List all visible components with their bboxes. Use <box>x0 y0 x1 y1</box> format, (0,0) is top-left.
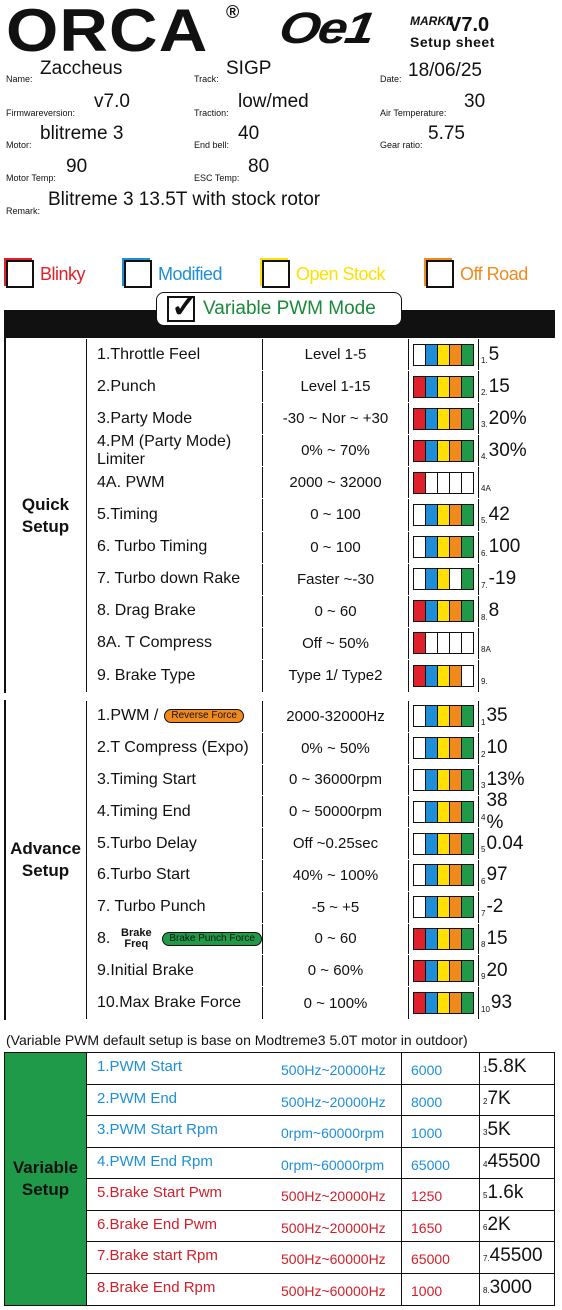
color-box[interactable] <box>461 833 474 855</box>
color-box[interactable] <box>461 665 474 687</box>
divider <box>401 1116 402 1147</box>
setting-value-text: 8 <box>488 600 500 622</box>
divider <box>479 1179 480 1210</box>
setting-label: 4A. PWM <box>97 473 165 491</box>
setting-label: 9.Initial Brake <box>97 961 194 979</box>
traction-label: Traction: <box>194 108 229 118</box>
setting-name <box>87 892 263 923</box>
check-icon: ✓ <box>171 288 198 324</box>
date-label: Date: <box>380 74 402 84</box>
setting-index: 5 <box>481 845 486 855</box>
variable-name: 3.PWM Start Rpm <box>97 1121 218 1138</box>
air-value[interactable]: 30 <box>464 91 486 112</box>
variable-value-text: 1.6k <box>487 1182 524 1203</box>
variable-range: 500Hz~60000Hz <box>281 1282 386 1299</box>
color-box[interactable] <box>461 705 474 727</box>
setting-label: 4.Timing End <box>97 802 191 820</box>
advance-setup-section <box>4 700 525 1020</box>
variable-row <box>87 1116 554 1148</box>
variable-index: 2 <box>483 1096 488 1106</box>
color-boxes <box>409 733 479 764</box>
variable-value-text: 5K <box>487 1119 511 1140</box>
setting-range: 0 ~ 60 <box>263 596 409 627</box>
divider <box>401 1179 402 1210</box>
setting-index: 1 <box>481 717 486 727</box>
setting-index: 2. <box>481 388 488 398</box>
variable-value-text: 7K <box>487 1087 511 1109</box>
setting-range: 0 ~ 50000rpm <box>263 796 409 827</box>
setting-value[interactable] <box>479 860 508 891</box>
setting-index: 9. <box>481 677 488 687</box>
setting-label: 1.Throttle Feel <box>97 345 201 363</box>
sheet-title: Setup sheet <box>410 34 495 50</box>
setting-name <box>87 765 263 796</box>
setting-index: 9 <box>481 972 486 982</box>
quick-setup-section <box>4 338 527 693</box>
divider <box>401 1242 402 1273</box>
setting-label: 6.Turbo Start <box>97 866 190 884</box>
setting-range: 0 ~ 100 <box>263 532 409 563</box>
setting-range: Off ~0.25sec <box>263 828 409 859</box>
setting-value[interactable] <box>479 532 521 563</box>
setting-range: 0 ~ 100 <box>263 499 409 530</box>
setting-name <box>87 860 263 891</box>
variable-pwm-note: (Variable PWM default setup is base on Modtreme3 5.0T motor in outdoor) <box>6 1032 468 1048</box>
variable-range: 500Hz~20000Hz <box>281 1062 386 1078</box>
track-label: Track: <box>194 74 219 84</box>
model-sub: MARKII <box>410 14 453 28</box>
setting-index: 7 <box>481 908 486 918</box>
setting-index: 4 <box>481 813 486 823</box>
variable-value-text: 3000 <box>489 1276 532 1298</box>
setting-label: 7. Turbo down Rake <box>97 570 241 588</box>
setting-pill: Brake Punch Force <box>162 932 262 946</box>
setting-value-text: -19 <box>488 568 517 590</box>
setting-index: 6. <box>481 548 488 558</box>
variable-range: 500Hz~20000Hz <box>281 1093 386 1110</box>
variable-row <box>87 1211 554 1243</box>
variable-name: 5.Brake Start Pwm <box>97 1184 223 1201</box>
color-box[interactable] <box>461 600 474 622</box>
color-boxes <box>409 796 479 827</box>
color-box[interactable] <box>461 896 474 918</box>
variable-pwm-checkbox[interactable] <box>167 288 198 324</box>
setting-value-text: 93 <box>490 992 513 1014</box>
color-box[interactable] <box>461 769 474 791</box>
setting-index: 2 <box>481 749 486 759</box>
setting-label: 2.Punch <box>97 377 156 395</box>
color-box[interactable] <box>461 737 474 759</box>
divider <box>401 1085 402 1116</box>
blinky-label: Blinky <box>40 263 86 284</box>
variable-value-text: 5.8K <box>487 1056 527 1077</box>
variable-index: 8. <box>483 1285 490 1295</box>
divider <box>401 1148 402 1179</box>
setting-name <box>87 403 263 434</box>
variable-range: 0rpm~60000rpm <box>281 1125 385 1141</box>
variable-range: 500Hz~20000Hz <box>281 1219 386 1236</box>
traction-value[interactable]: low/med <box>238 91 309 112</box>
setting-name <box>87 660 263 692</box>
motortemp-value[interactable]: 90 <box>66 156 88 177</box>
variable-name: 2.PWM End <box>97 1089 178 1107</box>
setting-label: 5.Turbo Delay <box>97 834 197 852</box>
color-boxes <box>409 701 479 732</box>
advance-setup-title: Advance Setup <box>5 701 87 1019</box>
setting-value[interactable] <box>479 955 508 986</box>
color-box[interactable] <box>461 472 474 494</box>
setting-value[interactable] <box>479 765 525 796</box>
blinky-checkbox[interactable] <box>6 260 34 288</box>
setting-name <box>87 733 263 764</box>
setting-value-text: 15 <box>486 927 508 949</box>
variable-value[interactable] <box>483 1119 511 1141</box>
setting-name <box>87 532 263 563</box>
setting-name <box>87 596 263 627</box>
setting-value-text: 10 <box>486 737 508 759</box>
category-off-road[interactable] <box>426 258 528 290</box>
divider <box>479 1085 480 1116</box>
variable-value[interactable] <box>483 1088 511 1110</box>
open-stock-checkbox[interactable] <box>262 260 290 288</box>
setting-range: 2000 ~ 32000 <box>263 467 409 498</box>
setting-index: 4A <box>481 484 491 494</box>
variable-name: 8.Brake End Rpm <box>97 1278 216 1296</box>
endbell-value[interactable]: 40 <box>238 123 260 144</box>
setting-label: 2.T Compress (Expo) <box>97 739 249 757</box>
color-boxes <box>409 955 479 986</box>
version: V7.0 <box>448 14 490 36</box>
color-boxes <box>409 371 479 402</box>
color-box[interactable] <box>461 536 474 558</box>
motor-label: Motor: <box>6 140 32 150</box>
off-road-checkbox[interactable] <box>426 260 454 288</box>
variable-row <box>87 1053 554 1085</box>
color-box[interactable] <box>461 504 474 526</box>
color-boxes <box>409 765 479 796</box>
color-boxes <box>409 596 479 627</box>
variable-value[interactable] <box>483 1182 523 1204</box>
fw-value[interactable]: v7.0 <box>94 91 130 112</box>
color-boxes <box>409 435 479 466</box>
setting-index: 10 <box>481 1004 490 1014</box>
setting-name <box>87 796 263 827</box>
setting-range: 0 ~ 100% <box>263 987 409 1019</box>
date-value[interactable]: 18/06/25 <box>408 60 482 81</box>
variable-default: 8000 <box>411 1093 443 1110</box>
setting-sublabel: Brake Freq <box>121 926 152 950</box>
setting-value-text: 0.04 <box>486 832 524 854</box>
setting-value-text: 5 <box>488 343 500 365</box>
color-box[interactable] <box>461 408 474 430</box>
variable-value[interactable] <box>483 1151 540 1173</box>
setting-label: 10.Max Brake Force <box>97 994 242 1012</box>
modified-checkbox[interactable] <box>124 260 152 288</box>
setting-label: 8. <box>97 929 111 947</box>
setting-range: -30 ~ Nor ~ +30 <box>263 403 409 434</box>
setting-value[interactable] <box>479 435 527 466</box>
setting-index: 3 <box>481 781 486 791</box>
remark-label: Remark: <box>6 206 41 216</box>
color-box[interactable] <box>461 376 474 398</box>
setting-range: 0% ~ 50% <box>263 733 409 764</box>
variable-default: 1250 <box>411 1188 443 1204</box>
setting-name <box>87 828 263 859</box>
setting-name <box>87 987 263 1019</box>
setting-value-text: 38 % <box>486 789 508 833</box>
setting-range: Type 1/ Type2 <box>263 660 409 692</box>
variable-default: 6000 <box>411 1062 443 1078</box>
color-boxes <box>409 403 479 434</box>
color-boxes <box>409 339 479 370</box>
variable-index: 3 <box>483 1128 488 1137</box>
category-blinky[interactable] <box>6 258 85 290</box>
setting-range: 0 ~ 36000rpm <box>263 765 409 796</box>
setting-value[interactable] <box>479 892 504 923</box>
variable-default: 65000 <box>411 1156 450 1173</box>
setting-value[interactable] <box>479 596 500 627</box>
setting-value-text: 13% <box>486 768 525 790</box>
setting-value-text: 20% <box>488 407 527 429</box>
setting-name <box>87 924 263 955</box>
divider <box>479 1211 480 1242</box>
setting-value[interactable] <box>479 987 513 1019</box>
category-modified[interactable] <box>124 258 222 290</box>
setting-range: 2000-32000Hz <box>263 701 409 732</box>
setting-index: 6 <box>481 876 486 886</box>
setting-index: 1. <box>481 356 488 366</box>
fw-label: Firmwareversion: <box>6 108 76 118</box>
setting-value-text: 42 <box>488 503 510 525</box>
esctemp-label: ESC Temp: <box>194 173 240 183</box>
color-boxes <box>409 532 479 563</box>
variable-value[interactable] <box>483 1214 511 1236</box>
setting-index: 8 <box>481 940 486 950</box>
gear-label: Gear ratio: <box>380 140 423 150</box>
setting-value-text: 100 <box>488 536 521 558</box>
color-box[interactable] <box>461 960 474 982</box>
variable-name: 7.Brake start Rpm <box>97 1247 218 1264</box>
model-logo: Oe1 <box>275 4 377 53</box>
color-boxes <box>409 828 479 859</box>
setting-value[interactable] <box>479 499 510 530</box>
variable-value-text: 2K <box>487 1213 511 1235</box>
setting-pill: Reverse Force <box>164 709 244 723</box>
color-boxes <box>409 499 479 530</box>
divider <box>479 1116 480 1147</box>
esctemp-value[interactable]: 80 <box>248 156 270 177</box>
color-boxes <box>409 860 479 891</box>
open-stock-label: Open Stock <box>296 263 386 284</box>
setting-name <box>87 432 263 468</box>
setting-label: 7. Turbo Punch <box>97 898 206 916</box>
setting-value-text: 20 <box>486 959 508 981</box>
color-box[interactable] <box>461 568 474 590</box>
motortemp-label: Motor Temp: <box>6 173 56 183</box>
variable-default: 65000 <box>411 1251 450 1267</box>
track-value[interactable]: SIGP <box>226 58 272 79</box>
setting-label: 3.Timing Start <box>97 770 196 788</box>
name-label: Name: <box>6 74 33 84</box>
variable-default: 1000 <box>411 1282 443 1299</box>
variable-name: 6.Brake End Pwm <box>97 1215 218 1233</box>
modified-label: Modified <box>158 263 223 284</box>
setting-label: 6. Turbo Timing <box>97 538 208 556</box>
setting-name <box>87 955 263 986</box>
variable-row <box>87 1274 554 1306</box>
divider <box>479 1053 480 1084</box>
registered-mark: ® <box>226 2 240 22</box>
color-boxes <box>409 467 479 498</box>
variable-default: 1000 <box>411 1125 443 1141</box>
setting-name <box>87 564 263 595</box>
color-box[interactable] <box>461 928 474 950</box>
setting-value-text: 97 <box>486 864 508 886</box>
setting-index: 8. <box>481 612 488 622</box>
variable-setup-title: Variable Setup <box>5 1053 87 1305</box>
gear-value[interactable]: 5.75 <box>428 123 465 144</box>
setting-index: 5. <box>481 516 488 526</box>
category-open-stock[interactable] <box>262 258 385 290</box>
color-boxes <box>409 924 479 955</box>
variable-name: 4.PWM End Rpm <box>97 1152 213 1170</box>
variable-range: 500Hz~60000Hz <box>281 1251 386 1267</box>
setting-range: -5 ~ +5 <box>263 892 409 923</box>
variable-name: 1.PWM Start <box>97 1058 183 1075</box>
color-boxes <box>409 660 479 692</box>
variable-row <box>87 1179 554 1211</box>
color-box[interactable] <box>461 344 474 366</box>
setting-value-text: 30% <box>488 439 527 461</box>
variable-row <box>87 1242 554 1274</box>
variable-default: 1650 <box>411 1219 443 1236</box>
setting-label: 8. Drag Brake <box>97 602 196 620</box>
variable-range: 0rpm~60000rpm <box>281 1156 385 1173</box>
variable-value-text: 45500 <box>487 1150 541 1172</box>
variable-pwm-label: Variable PWM Mode <box>203 298 376 319</box>
variable-row <box>87 1148 554 1180</box>
variable-value-text: 45500 <box>489 1245 543 1266</box>
setting-index: 7. <box>481 580 488 590</box>
orca-logo: ORCA <box>6 0 209 64</box>
setting-value[interactable] <box>479 733 508 764</box>
setting-label: 3.Party Mode <box>97 409 193 427</box>
divider <box>479 1274 480 1306</box>
setting-value-text: 15 <box>488 375 510 397</box>
setting-name <box>87 467 263 498</box>
variable-value[interactable] <box>483 1056 527 1078</box>
setting-name <box>87 628 263 659</box>
variable-pwm-mode[interactable] <box>156 288 402 326</box>
setting-range: Level 1-15 <box>263 371 409 402</box>
setting-range: 0% ~ 70% <box>263 435 409 466</box>
setting-label: 1.PWM / <box>97 707 159 725</box>
color-box[interactable] <box>461 440 474 462</box>
setting-range: 40% ~ 100% <box>263 860 409 891</box>
endbell-label: End bell: <box>194 140 230 150</box>
setting-range: 0 ~ 60 <box>263 924 409 955</box>
setting-value[interactable] <box>479 628 491 659</box>
color-boxes <box>409 564 479 595</box>
variable-index: 7. <box>483 1254 490 1263</box>
setting-value[interactable] <box>479 403 527 434</box>
setting-label: 5.Timing <box>97 505 158 523</box>
color-boxes <box>409 987 479 1019</box>
variable-index: 4 <box>483 1159 488 1169</box>
color-boxes <box>409 892 479 923</box>
color-boxes <box>409 628 479 659</box>
divider <box>479 1148 480 1179</box>
setting-range: Level 1-5 <box>263 339 409 370</box>
setting-value[interactable] <box>479 467 491 498</box>
setting-value[interactable] <box>479 371 510 402</box>
divider <box>401 1211 402 1242</box>
variable-setup-section <box>4 1052 555 1306</box>
setting-range: Off ~ 50% <box>263 628 409 659</box>
off-road-label: Off Road <box>460 263 528 284</box>
variable-range: 500Hz~20000Hz <box>281 1188 386 1204</box>
variable-index: 1 <box>483 1065 488 1074</box>
quick-setup-title: Quick Setup <box>5 339 87 692</box>
variable-row <box>87 1085 554 1117</box>
setting-value[interactable] <box>479 564 517 595</box>
setting-value[interactable] <box>479 828 524 859</box>
remark-value[interactable]: Blitreme 3 13.5T with stock rotor <box>48 189 321 210</box>
divider <box>479 1242 480 1273</box>
setting-value-text: 35 <box>486 705 508 727</box>
air-label: Air Temperature: <box>380 108 447 118</box>
setting-range: 0 ~ 60% <box>263 955 409 986</box>
name-value[interactable]: Zaccheus <box>40 58 123 79</box>
color-box[interactable] <box>461 801 474 823</box>
variable-value[interactable] <box>483 1245 543 1267</box>
setting-name <box>87 339 263 370</box>
setting-name <box>87 371 263 402</box>
setting-index: 8A <box>481 644 491 654</box>
setting-name <box>87 499 263 530</box>
setting-label: 4.PM (Party Mode) Limiter <box>97 432 232 468</box>
setting-name <box>87 701 263 732</box>
color-box[interactable] <box>461 632 474 654</box>
setting-index: 3. <box>481 420 488 430</box>
setting-range: Faster ~-30 <box>263 564 409 595</box>
setting-value[interactable] <box>479 789 508 833</box>
color-box[interactable] <box>461 992 474 1014</box>
setting-value[interactable] <box>479 924 508 955</box>
setting-value[interactable] <box>479 701 508 732</box>
divider <box>401 1053 402 1084</box>
variable-value[interactable] <box>483 1277 532 1299</box>
setting-value-text: -2 <box>486 896 504 918</box>
setting-index: 4. <box>481 452 488 462</box>
variable-index: 5 <box>483 1191 488 1200</box>
setting-label: 8A. T Compress <box>97 634 213 652</box>
variable-index: 6 <box>483 1222 488 1232</box>
divider <box>401 1274 402 1306</box>
setting-label: 9. Brake Type <box>97 666 196 684</box>
setting-value[interactable] <box>479 339 500 370</box>
motor-value[interactable]: blitreme 3 <box>40 123 124 144</box>
color-box[interactable] <box>461 864 474 886</box>
setting-value[interactable] <box>479 660 488 692</box>
